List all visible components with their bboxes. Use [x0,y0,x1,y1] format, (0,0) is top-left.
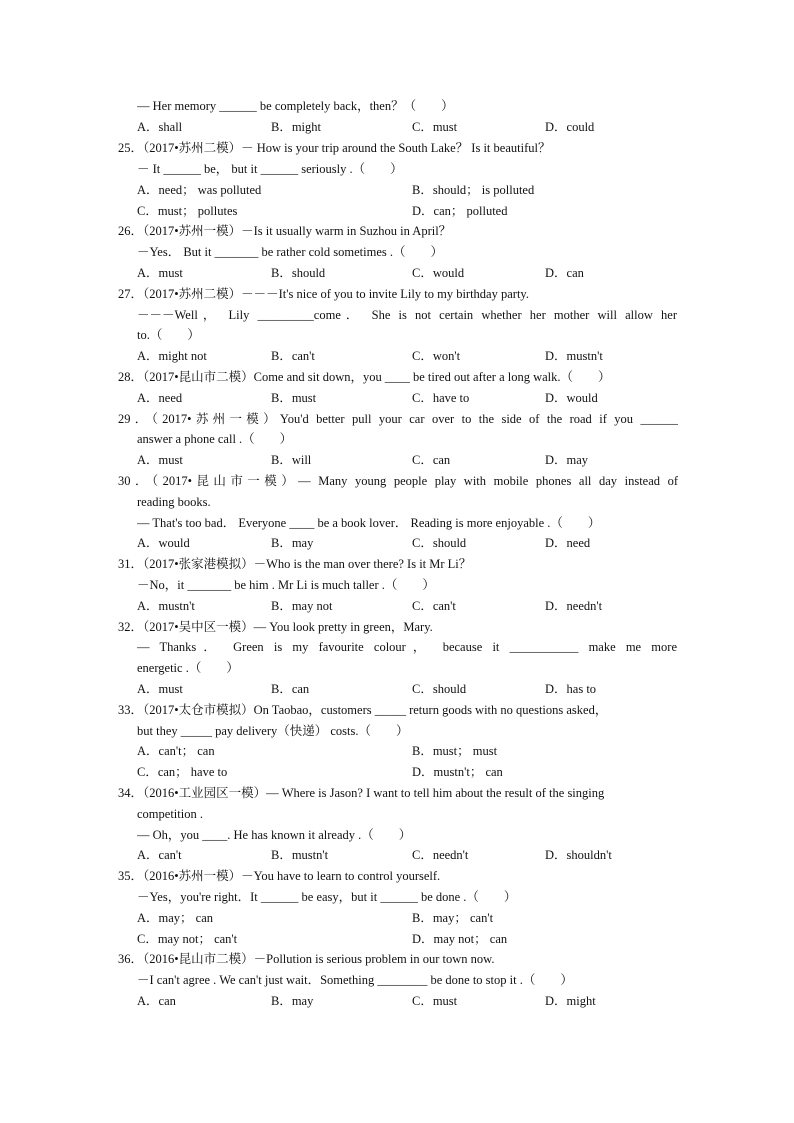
question-27-line-3: to.（ ） [137,328,200,342]
q26-option-d: D．can [545,266,584,280]
q33-option-d: D．mustn't； can [412,765,503,779]
q34-option-b: B．mustn't [271,848,329,862]
q30-option-b: B．may [271,536,314,550]
q26-option-a: A．must [137,266,183,280]
q28-option-a: A．need [137,391,183,405]
q29-option-c: C．can [412,453,451,467]
q30-option-c: C．should [412,536,467,550]
q25-option-c: C．must； pollutes [137,204,238,218]
q29-option-b: B．will [271,453,312,467]
q29-option-d: D．may [545,453,589,467]
q24-option-b: B．might [271,120,322,134]
question-34-line-1: 34．（2016•工业园区一模）— Where is Jason? I want to tell him about the result of the singing [118,786,605,800]
question-26-line-1: 26．（2017•苏州一模）－Is it usually warm in Suzhou in April？ [118,224,452,238]
q33-option-c: C．can； have to [137,765,228,779]
q28-option-c: C．have to [412,391,470,405]
question-31-line-2: －No，it _______ be him . Mr Li is much taller .（ ） [137,578,435,592]
question-32-line-3: energetic .（ ） [137,661,239,675]
question-32-line-2: — Thanks． Green is my favourite colour， because it ___________ make me more [137,640,677,654]
question-33-line-2: but they _____ pay delivery（快递） costs.（ ） [137,724,409,738]
q30-option-d: D．need [545,536,591,550]
question-25-line-1: 25．（2017•苏州二模）－ How is your trip around the South Lake？ Is it beautiful？ [118,141,551,155]
question-34-line-2: competition . [137,807,203,821]
q35-option-b: B．may； can't [412,911,494,925]
q33-option-b: B．must； must [412,744,498,758]
question-27-line-2: －－－Well， Lily _________come． She is not certain whether her mother will allow her [137,308,677,322]
q31-option-a: A．mustn't [137,599,195,613]
q36-option-d: D．might [545,994,596,1008]
q35-option-c: C．may not； can't [137,932,238,946]
q27-option-a: A．might not [137,349,207,363]
q36-option-c: C．must [412,994,458,1008]
q32-option-c: C．should [412,682,467,696]
q24-option-a: A．shall [137,120,183,134]
q27-option-b: B．can't [271,349,315,363]
q29-option-a: A．must [137,453,183,467]
q27-option-d: D．mustn't [545,349,603,363]
question-27-line-1: 27．（2017•苏州二模）－－－It's nice of you to invite Lily to my birthday party. [118,287,529,301]
q33-option-a: A．can't； can [137,744,215,758]
q25-option-b: B．should； is polluted [412,183,535,197]
q30-option-a: A．would [137,536,190,550]
question-35-line-1: 35．（2016•苏州一模）－You have to learn to control yourself. [118,869,441,883]
question-36-line-2: －I can't agree . We can't just wait．Something ________ be done to stop it .（ ） [137,973,573,987]
q31-option-b: B．may not [271,599,333,613]
q28-option-d: D．would [545,391,598,405]
q24-option-d: D．could [545,120,595,134]
question-24-line-1: — Her memory ______ be completely back，then？（ ） [137,99,454,113]
q35-option-a: A．may； can [137,911,214,925]
question-34-line-3: — Oh，you ____. He has known it already .（ ） [137,828,412,842]
q25-option-d: D．can； polluted [412,204,508,218]
question-25-line-2: － It ______ be， but it ______ seriously .（ ） [137,162,403,176]
q24-option-c: C．must [412,120,458,134]
q34-option-d: D．shouldn't [545,848,612,862]
q32-option-b: B．can [271,682,310,696]
question-29-line-2: answer a phone call .（ ） [137,432,293,446]
question-33-line-1: 33．（2017•太仓市模拟）On Taobao，customers _____ return goods with no questions asked， [118,703,608,717]
q26-option-b: B．should [271,266,326,280]
question-30-line-3: — That's too bad． Everyone ____ be a book lover． Reading is more enjoyable .（ ） [137,516,601,530]
question-35-line-2: －Yes，you're right．It ______ be easy，but it ______ be done .（ ） [137,890,517,904]
question-31-line-1: 31．（2017•张家港模拟）－Who is the man over there? Is it Mr Li？ [118,557,472,571]
q31-option-d: D．needn't [545,599,603,613]
question-32-line-1: 32．（2017•吴中区一模）— You look pretty in green，Mary. [118,620,433,634]
q32-option-a: A．must [137,682,183,696]
q34-option-c: C．needn't [412,848,469,862]
q36-option-b: B．may [271,994,314,1008]
question-30-line-1: 30．（2017•昆山市一模）— Many young people play with mobile phones all day instead of [118,474,678,488]
question-36-line-1: 36．（2016•昆山市二模）－Pollution is serious problem in our town now. [118,952,495,966]
q31-option-c: C．can't [412,599,456,613]
question-30-line-2: reading books. [137,495,211,509]
q28-option-b: B．must [271,391,317,405]
question-26-line-2: －Yes． But it _______ be rather cold sometimes .（ ） [137,245,444,259]
question-28-line-1: 28．（2017•昆山市二模）Come and sit down，you ____ be tired out after a long walk.（ ） [118,370,611,384]
q27-option-c: C．won't [412,349,461,363]
q26-option-c: C．would [412,266,465,280]
question-29-line-1: 29．（2017•苏州一模）You'd better pull your car over to the side of the road if you ______ [118,412,678,426]
q36-option-a: A．can [137,994,176,1008]
q35-option-d: D．may not； can [412,932,508,946]
q34-option-a: A．can't [137,848,182,862]
q25-option-a: A．need； was polluted [137,183,262,197]
q32-option-d: D．has to [545,682,597,696]
